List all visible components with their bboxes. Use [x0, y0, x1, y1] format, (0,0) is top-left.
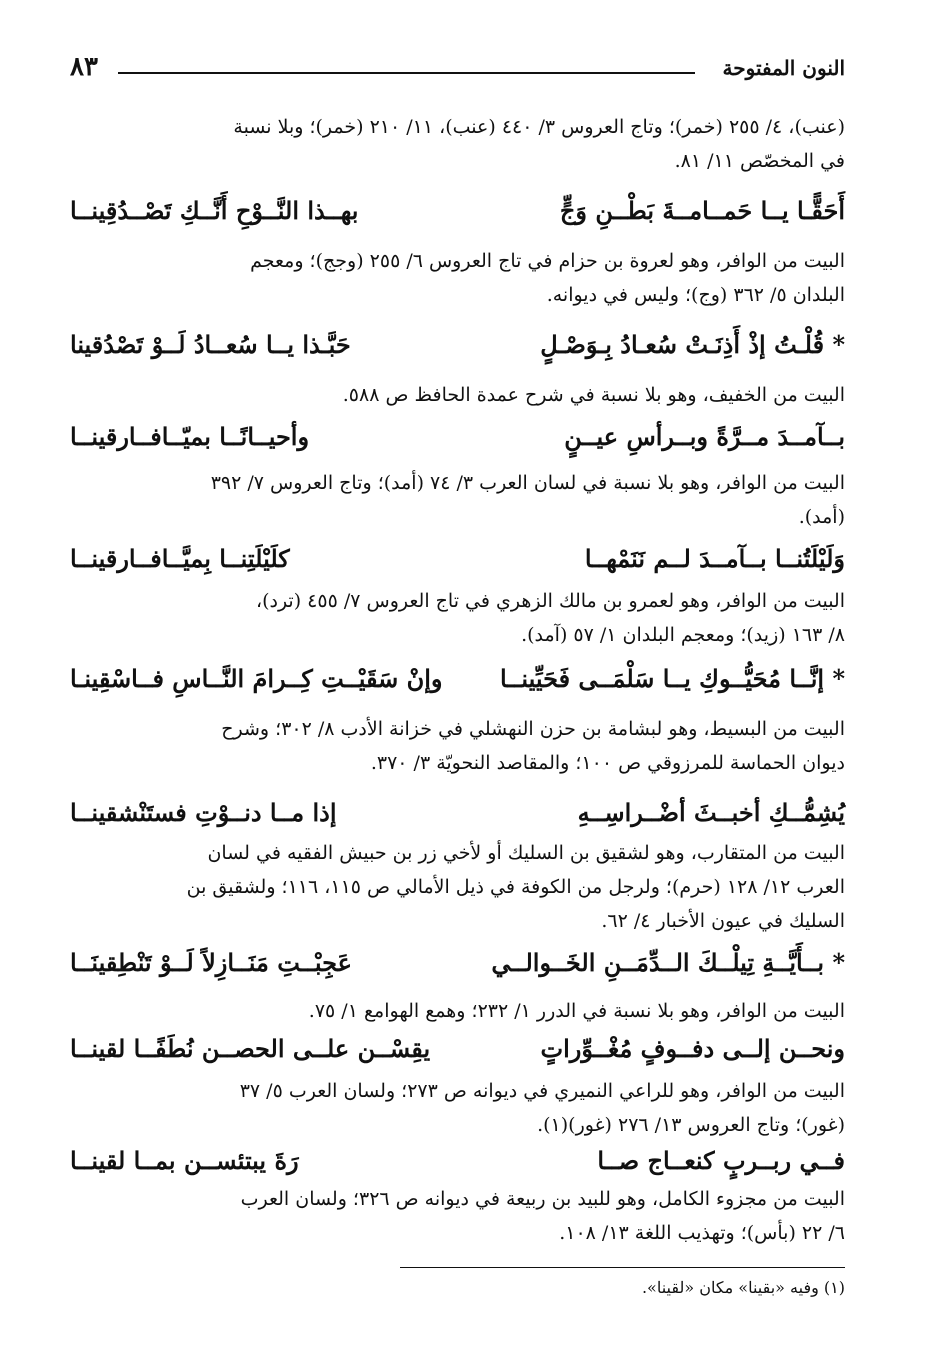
text-line: (عنب)، ٤/ ٢٥٥ (خمر)؛ وتاج العروس ٣/ ٤٤٠ (عنب)، ١١/ ٢١٠ (خمر)؛ وبلا نسبة [233, 116, 845, 138]
text-line: السليك في عيون الأخبار ٤/ ٦٢. [601, 910, 845, 932]
verse-first-hemistich: بــآمــدَ مــرَّةً وبــرأسِ عيــنٍ [564, 422, 845, 451]
text-line: العرب ١٢/ ١٢٨ (حرم)؛ ولرجل من الكوفة في ذيل الأمالي ص ١١٥، ١١٦؛ ولشقيق بن [186, 876, 845, 898]
verse-line [70, 330, 845, 370]
citation-block [70, 378, 845, 412]
section-title: النون المفتوحة [722, 56, 845, 80]
citation-block [70, 584, 845, 652]
citation-block [70, 712, 845, 780]
text-line: البيت من الوافر، وهو لعروة بن حزام في تاج العروس ٦/ ٢٥٥ (وجج)؛ ومعجم [250, 250, 845, 272]
text-line: (غور)؛ وتاج العروس ١٣/ ٢٧٦ (غور)(١). [537, 1114, 845, 1136]
verse-line [70, 1146, 845, 1186]
verse-first-hemistich: * قُلْـتُ إذْ أَذِنَـتْ سُعـادُ بِـوَصْـلٍ [540, 330, 845, 359]
verse-second-hemistich: وأحيــانًــا بميّــافــارقينــا [70, 422, 310, 451]
verse-second-hemistich: وإنْ سَقَيْــتِ كِــرامَ النَّــاسِ فــاسْقِينـا [70, 664, 443, 693]
verse-first-hemistich: أَحَقًّـا يــا حَمــامــةَ بَطْــنِ وَجٍّ [559, 196, 845, 225]
verse-line [70, 664, 845, 704]
citation-block [70, 466, 845, 534]
page-number: ٨٣ [70, 52, 98, 82]
verse-second-hemistich: إذا مــا دنــوْتِ فستَنْشقينــا [70, 798, 337, 827]
verse-second-hemistich: حَبَّـذا يــا سُعــادُ لَــوْ تَصْدُقينا [70, 330, 351, 359]
text-line: البيت من الوافر، وهو بلا نسبة في لسان العرب ٣/ ٧٤ (أمد)؛ وتاج العروس ٧/ ٣٩٢ [210, 472, 845, 494]
citation-block [70, 836, 845, 938]
text-line: ٨/ ١٦٣ (زيد)؛ ومعجم البلدان ١/ ٥٧ (آمد). [521, 624, 845, 646]
verse-line [70, 544, 845, 584]
citation-block [70, 110, 845, 178]
text-line: ٦/ ٢٢ (بأس)؛ وتهذيب اللغة ١٣/ ١٠٨. [559, 1222, 845, 1244]
footnote: (١) وفيه «بقينا» مكان «لقينا». [641, 1278, 845, 1297]
verse-second-hemistich: عَجِبْــتِ مَنَــازِلاً لَــوْ تَنْطِقينَــا [70, 948, 352, 977]
verse-line [70, 422, 845, 462]
text-line: البيت من الوافر، وهو للراعي النميري في ديوانه ص ٢٧٣؛ ولسان العرب ٥/ ٣٧ [239, 1080, 845, 1102]
footnote-rule [400, 1267, 845, 1268]
text-line: البيت من البسيط، وهو لبشامة بن حزن النهشلي في خزانة الأدب ٨/ ٣٠٢؛ وشرح [221, 718, 845, 740]
text-line: البيت من المتقارب، وهو لشقيق بن السليك أو لأخي زر بن حبيش الفقيه في لسان [207, 842, 845, 864]
verse-second-hemistich: كلَيْلَتِنــا بِميَّــافــارقينــا [70, 544, 290, 573]
header-rule [118, 72, 695, 74]
verse-first-hemistich: فــي ربــربٍ كنعــاج صــا [597, 1146, 845, 1175]
citation-block [70, 994, 845, 1028]
verse-first-hemistich: ونحــن إلــى دفــوفٍ مُغْــوِّراتٍ [540, 1034, 845, 1063]
verse-line [70, 196, 845, 236]
text-line: البيت من الوافر، وهو بلا نسبة في الدرر ١/ ٢٣٢؛ وهمع الهوامع ١/ ٧٥. [308, 1000, 845, 1022]
citation-block [70, 1182, 845, 1250]
verse-line [70, 798, 845, 838]
verse-second-hemistich: يقِسْــن علــى الحصــن نُطَفًــا لقينــا [70, 1034, 431, 1063]
citation-block [70, 244, 845, 312]
running-head [70, 52, 845, 92]
verse-first-hemistich: * إنَّــا مُحَيُّــوكِ يــا سَلْمَــى فَحَيِّينــا [500, 664, 845, 693]
text-line: البيت من الوافر، وهو لعمرو بن مالك الزهري في تاج العروس ٧/ ٤٥٥ (ترد)، [255, 590, 845, 612]
citation-block [70, 1074, 845, 1142]
verse-line [70, 948, 845, 988]
text-line: البيت من مجزوء الكامل، وهو للبيد بن ربيعة في ديوانه ص ٣٢٦؛ ولسان العرب [240, 1188, 845, 1210]
verse-line [70, 1034, 845, 1074]
text-line: في المخصّص ١١/ ٨١. [674, 150, 845, 172]
text-line: البيت من الخفيف، وهو بلا نسبة في شرح عمدة الحافظ ص ٥٨٨. [342, 384, 845, 406]
verse-first-hemistich: يُشِمُّــكِ أخبــثَ أضْــراسِــهِ [577, 798, 845, 827]
text-line: البلدان ٥/ ٣٦٢ (وج)؛ وليس في ديوانه. [546, 284, 845, 306]
text-line: ديوان الحماسة للمرزوقي ص ١٠٠؛ والمقاصد النحويّة ٣/ ٣٧٠. [370, 752, 845, 774]
verse-second-hemistich: بهــذا النَّــوْحِ أَنَّــكِ تَصْــدُقِينــا [70, 196, 359, 225]
verse-first-hemistich: * بــأَيَّــةِ تِيلْــكَ الــدِّمَــنِ الخَــوالــي [491, 948, 845, 977]
verse-first-hemistich: وَلَيْلَتُنــا بــآمــدَ لــم نَنَمْهــا [584, 544, 845, 573]
verse-second-hemistich: رَةَ يبتئســن بمــا لقينــا [70, 1146, 299, 1175]
text-line: (أمد). [798, 506, 845, 528]
